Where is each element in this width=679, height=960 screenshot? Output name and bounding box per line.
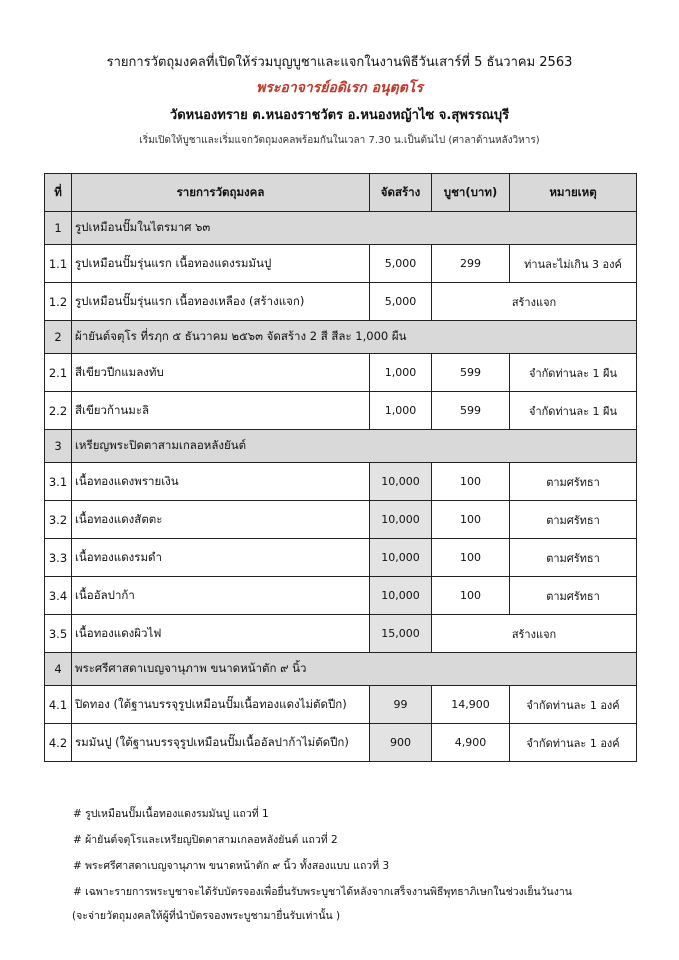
item-number: 3.3 bbox=[45, 539, 72, 577]
temple-address: วัดหนองทราย ต.หนองราชวัตร อ.หนองหญ้าไซ จ.สุพรรณบุรี bbox=[169, 108, 510, 123]
header-quantity: จัดสร้าง bbox=[370, 174, 432, 212]
section-title: ผ้ายันต์จตุโร ที่รฦก ๕ ธันวาคม ๒๕๖๓ จัดสร้าง 2 สี สีละ 1,000 ผืน bbox=[72, 321, 637, 354]
note-item: # เฉพาะรายการพระบูชาจะได้รับบัตรจองเพื่อยื่นรับพระบูชาได้หลังจากเสร็จงานพิธีพุทธาภิเษกในช่วงเย็นวันงาน bbox=[73, 886, 572, 898]
item-name: สีเขียวปีกแมลงทับ bbox=[72, 354, 370, 392]
table-row bbox=[45, 615, 637, 653]
item-price: 100 bbox=[432, 539, 510, 577]
section-title: รูปเหมือนปั๊มในไตรมาศ ๖๓ bbox=[72, 212, 637, 245]
item-number: 1.2 bbox=[45, 283, 72, 321]
document-title: รายการวัตถุมงคลที่เปิดให้ร่วมบุญบูชาและแจกในงานพิธีวันเสาร์ที่ 5 ธันวาคม 2563 bbox=[106, 55, 573, 70]
item-name: รมมันปู (ใต้ฐานบรรจุรูปเหมือนปั๊มเนื้ออัลปาก้าไม่ตัดปีก) bbox=[72, 724, 370, 762]
table-row bbox=[45, 354, 637, 392]
header-price: บูชา(บาท) bbox=[432, 174, 510, 212]
table-row bbox=[45, 463, 637, 501]
section-row bbox=[45, 321, 637, 354]
monk-name: พระอาจารย์อดิเรก อนุตฺตโร bbox=[256, 80, 423, 96]
table-row bbox=[45, 283, 637, 321]
item-name: เนื้ออัลปาก้า bbox=[72, 577, 370, 615]
note-item: # ผ้ายันต์จตุโรและเหรียญปิดตาสามเกลอหลังยันต์ แถวที่ 2 bbox=[73, 834, 338, 846]
item-number: 3.1 bbox=[45, 463, 72, 501]
section-row bbox=[45, 212, 637, 245]
item-remark: ตามศรัทธา bbox=[510, 463, 637, 501]
item-quantity: 5,000 bbox=[370, 283, 432, 321]
item-number: 4.1 bbox=[45, 686, 72, 724]
item-price: 299 bbox=[432, 245, 510, 283]
item-remark: จำกัดท่านละ 1 ผืน bbox=[510, 392, 637, 430]
item-name: รูปเหมือนปั๊มรุ่นแรก เนื้อทองเหลือง (สร้างแจก) bbox=[72, 283, 370, 321]
header-no: ที่ bbox=[45, 174, 72, 212]
item-remark: สร้างแจก bbox=[432, 615, 637, 653]
table-row bbox=[45, 577, 637, 615]
section-number: 4 bbox=[45, 653, 72, 686]
item-remark: จำกัดท่านละ 1 องค์ bbox=[510, 724, 637, 762]
section-row bbox=[45, 430, 637, 463]
item-remark: ท่านละไม่เกิน 3 องค์ bbox=[510, 245, 637, 283]
section-number: 2 bbox=[45, 321, 72, 354]
item-number: 3.5 bbox=[45, 615, 72, 653]
item-remark: ตามศรัทธา bbox=[510, 539, 637, 577]
item-number: 2.1 bbox=[45, 354, 72, 392]
item-number: 2.2 bbox=[45, 392, 72, 430]
table-row bbox=[45, 724, 637, 762]
item-remark: จำกัดท่านละ 1 ผืน bbox=[510, 354, 637, 392]
section-title: พระศรีศาสดาเบญจานุภาพ ขนาดหน้าตัก ๙ นิ้ว bbox=[72, 653, 637, 686]
item-price: 599 bbox=[432, 354, 510, 392]
table-row bbox=[45, 539, 637, 577]
note-item: # พระศรีศาสดาเบญจานุภาพ ขนาดหน้าตัก ๙ นิ้ว ทั้งสองแบบ แถวที่ 3 bbox=[73, 860, 390, 872]
item-name: เนื้อทองแดงผิวไฟ bbox=[72, 615, 370, 653]
item-number: 4.2 bbox=[45, 724, 72, 762]
section-number: 1 bbox=[45, 212, 72, 245]
item-quantity: 10,000 bbox=[370, 463, 432, 501]
section-title: เหรียญพระปิดตาสามเกลอหลังยันต์ bbox=[72, 430, 637, 463]
item-price: 599 bbox=[432, 392, 510, 430]
section-number: 3 bbox=[45, 430, 72, 463]
header-item: รายการวัตถุมงคล bbox=[72, 174, 370, 212]
item-number: 3.2 bbox=[45, 501, 72, 539]
table-row bbox=[45, 686, 637, 724]
item-remark: ตามศรัทธา bbox=[510, 501, 637, 539]
item-price: 14,900 bbox=[432, 686, 510, 724]
item-quantity: 10,000 bbox=[370, 539, 432, 577]
table-row bbox=[45, 245, 637, 283]
note-item: (จะจ่ายวัตถุมงคลให้ผู้ที่นำบัตรจองพระบูชามายื่นรับเท่านั้น ) bbox=[72, 910, 341, 922]
header-remark: หมายเหตุ bbox=[510, 174, 637, 212]
item-quantity: 15,000 bbox=[370, 615, 432, 653]
item-number: 3.4 bbox=[45, 577, 72, 615]
item-name: เนื้อทองแดงสัตตะ bbox=[72, 501, 370, 539]
table-row bbox=[45, 501, 637, 539]
item-price: 100 bbox=[432, 577, 510, 615]
item-quantity: 1,000 bbox=[370, 392, 432, 430]
item-remark: จำกัดท่านละ 1 องค์ bbox=[510, 686, 637, 724]
item-remark: ตามศรัทธา bbox=[510, 577, 637, 615]
item-quantity: 5,000 bbox=[370, 245, 432, 283]
item-price: 100 bbox=[432, 463, 510, 501]
item-quantity: 10,000 bbox=[370, 501, 432, 539]
item-remark: สร้างแจก bbox=[432, 283, 637, 321]
section-row bbox=[45, 653, 637, 686]
item-quantity: 10,000 bbox=[370, 577, 432, 615]
item-name: รูปเหมือนปั๊มรุ่นแรก เนื้อทองแดงรมมันปู bbox=[72, 245, 370, 283]
item-name: สีเขียวก้านมะลิ bbox=[72, 392, 370, 430]
item-quantity: 1,000 bbox=[370, 354, 432, 392]
item-quantity: 99 bbox=[370, 686, 432, 724]
item-quantity: 900 bbox=[370, 724, 432, 762]
item-name: เนื้อทองแดงพรายเงิน bbox=[72, 463, 370, 501]
item-number: 1.1 bbox=[45, 245, 72, 283]
amulet-list-table bbox=[44, 173, 637, 762]
item-price: 4,900 bbox=[432, 724, 510, 762]
opening-time-note: เริ่มเปิดให้บูชาและเริ่มแจกวัตถุมงคลพร้อมกันในเวลา 7.30 น.เป็นต้นไป (ศาลาด้านหลังวิหาร) bbox=[139, 135, 540, 146]
table-row bbox=[45, 392, 637, 430]
note-item: # รูปเหมือนปั๊มเนื้อทองแดงรมมันปู แถวที่ 1 bbox=[73, 808, 269, 820]
table-header-row bbox=[45, 174, 637, 212]
item-name: เนื้อทองแดงรมดำ bbox=[72, 539, 370, 577]
item-name: ปิดทอง (ใต้ฐานบรรจุรูปเหมือนปั๊มเนื้อทองแดงไม่ตัดปีก) bbox=[72, 686, 370, 724]
item-price: 100 bbox=[432, 501, 510, 539]
